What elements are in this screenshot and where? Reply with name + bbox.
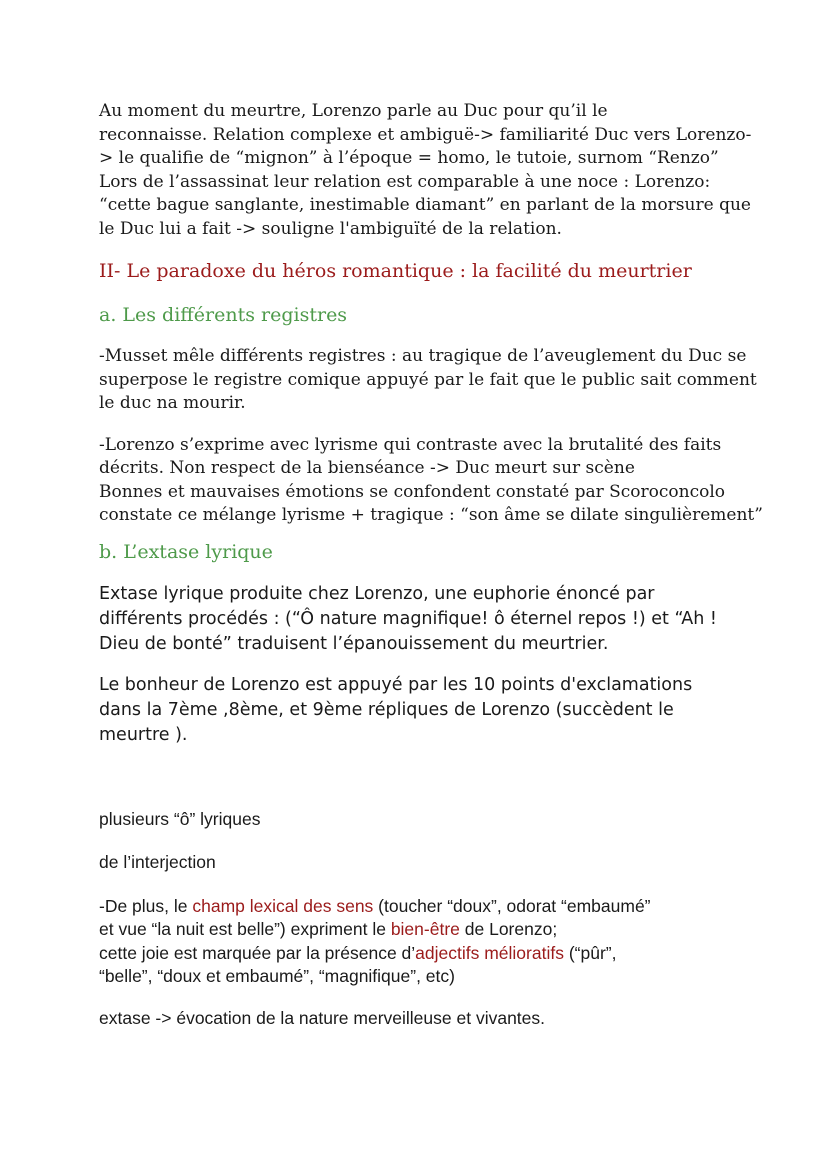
text-line: Lors de l’assassinat leur relation est comparable à une noce : Lorenzo: bbox=[99, 171, 711, 192]
note-line-2 bbox=[99, 851, 739, 875]
registres-paragraph-2 bbox=[99, 434, 763, 528]
text-line: Au moment du meurtre, Lorenzo parle au Duc pour qu’il le bbox=[99, 101, 608, 121]
senses-paragraph bbox=[99, 895, 739, 989]
text-run: cette joie est marquée par la présence d’ bbox=[99, 942, 416, 963]
text-line: Bonnes et mauvaises émotions se confondent constaté par Scoroconcolo bbox=[99, 481, 726, 502]
text-line: le duc na mourir. bbox=[99, 393, 246, 413]
section-heading: II- Le paradoxe du héros romantique : la facilité du meurtrier bbox=[99, 260, 692, 282]
subsection-heading-a: a. Les différents registres bbox=[99, 304, 348, 326]
text-line: > le qualifie de “mignon” à l’époque = homo, le tutoie, surnom “Renzo” bbox=[99, 148, 719, 168]
text-line bbox=[99, 918, 739, 942]
subsection-heading-b: b. L’extase lyrique bbox=[99, 540, 273, 563]
document-page bbox=[99, 100, 763, 1030]
text-line: Extase lyrique produite chez Lorenzo, une euphorie énoncé par bbox=[99, 583, 655, 604]
text-line: -Musset mêle différents registres : au tragique de l’aveuglement du Duc se bbox=[99, 346, 747, 366]
text-line: constate ce mélange lyrisme + tragique : “son âme se dilate singulièrement” bbox=[99, 505, 763, 525]
text-line: dans la 7ème ,8ème, et 9ème répliques de Lorenzo (succèdent le bbox=[99, 699, 674, 720]
text-line: extase -> évocation de la nature merveilleuse et vivantes. bbox=[99, 1007, 546, 1028]
text-run: -De plus, le bbox=[99, 895, 193, 916]
text-line: plusieurs “ô” lyriques bbox=[99, 808, 261, 829]
extase-paragraph-1 bbox=[99, 582, 739, 657]
intro-paragraph bbox=[99, 100, 752, 241]
text-line: Le bonheur de Lorenzo est appuyé par les 10 points d'exclamations bbox=[99, 674, 693, 695]
note-line-last bbox=[99, 1007, 739, 1031]
text-run: et vue “la nuit est belle”) expriment le bbox=[99, 919, 391, 939]
text-line bbox=[99, 895, 739, 919]
text-line: décrits. Non respect de la bienséance -> Duc meurt sur scène bbox=[99, 458, 635, 478]
text-line: -Lorenzo s’exprime avec lyrisme qui contraste avec la brutalité des faits bbox=[99, 434, 722, 455]
text-run: (“pûr”, bbox=[563, 942, 617, 963]
text-line: Dieu de bonté” traduisent l’épanouissement du meurtrier. bbox=[99, 633, 609, 654]
text-run: (toucher “doux”, odorat “embaumé” bbox=[373, 895, 651, 916]
text-line: différents procédés : (“Ô nature magnifique! ô éternel repos !) et “Ah ! bbox=[99, 608, 717, 629]
registres-paragraph-1 bbox=[99, 345, 757, 416]
text-line: le Duc lui a fait -> souligne l'ambiguïté de la relation. bbox=[99, 218, 562, 239]
text-line: de l’interjection bbox=[99, 852, 216, 872]
text-line bbox=[99, 942, 739, 966]
highlight-adjectifs: adjectifs mélioratifs bbox=[415, 942, 564, 963]
text-line: “belle”, “doux et embaumé”, “magnifique”, etc) bbox=[99, 966, 455, 986]
text-line: reconnaisse. Relation complexe et ambiguë-> familiarité Duc vers Lorenzo- bbox=[99, 124, 752, 145]
highlight-bien-etre: bien-être bbox=[390, 919, 460, 939]
text-run: de Lorenzo; bbox=[459, 919, 558, 939]
text-line: “cette bague sanglante, inestimable diamant” en parlant de la morsure que bbox=[99, 195, 751, 215]
extase-paragraph-2 bbox=[99, 673, 739, 748]
text-line: superpose le registre comique appuyé par le fait que le public sait comment bbox=[99, 369, 757, 390]
text-line: meurtre ). bbox=[99, 724, 188, 745]
note-line-1 bbox=[99, 808, 739, 832]
highlight-champ-lexical: champ lexical des sens bbox=[192, 895, 374, 916]
